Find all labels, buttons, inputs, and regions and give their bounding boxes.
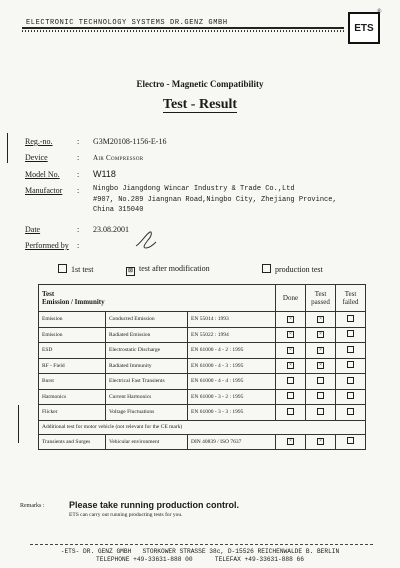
test-category: Harmonics: [39, 389, 106, 405]
manufactor-address: [93, 184, 337, 216]
table-row: [39, 374, 366, 390]
empty-box-icon: [347, 408, 354, 415]
test-category: RF - Field: [39, 358, 106, 374]
note-row: [39, 420, 366, 434]
company-name: ELECTRONIC TECHNOLOGY SYSTEMS DR.GENZ GMBH: [26, 19, 228, 27]
table-header-row: [39, 285, 366, 312]
test-standard: EN 61000 - 4 - 3 : 1995: [188, 358, 276, 374]
test-standard: DIN 40839 / ISO 7637: [188, 434, 276, 450]
mark-cell-passed: [306, 312, 336, 328]
document-title: [0, 97, 400, 113]
table-row: [39, 343, 366, 359]
mark-cell-failed: [336, 327, 366, 343]
registered-mark: ®: [377, 9, 382, 15]
header-failed-line1: Test: [344, 290, 357, 298]
header-rule: [22, 27, 344, 29]
device-colon: :: [77, 153, 80, 162]
table-row: [39, 312, 366, 328]
test-name: Conducted Emission: [106, 312, 188, 328]
mark-cell-done: [276, 405, 306, 421]
date-label: Date: [25, 225, 41, 234]
header-failed: [336, 285, 366, 312]
checked-box-icon: ×: [287, 362, 294, 369]
model-colon: :: [77, 170, 80, 179]
checkbox-after-modification[interactable]: [126, 264, 210, 276]
ets-logo: ETS: [348, 12, 380, 44]
checkbox-production-test[interactable]: [262, 264, 323, 274]
header-passed: [306, 285, 336, 312]
checkbox-first-test[interactable]: [58, 264, 93, 274]
empty-box-icon: [347, 346, 354, 353]
remarks-label: Remarks :: [20, 503, 45, 509]
mark-cell-failed: [336, 343, 366, 359]
checkbox-box-checked[interactable]: ⊠: [127, 268, 134, 274]
empty-box-icon: [287, 377, 294, 384]
empty-box-icon: [317, 377, 324, 384]
footer-address: [0, 548, 400, 564]
checked-box-icon: ×: [287, 316, 294, 323]
emission-rows: [39, 312, 366, 343]
test-name: Electrical Fast Transients: [106, 374, 188, 390]
date-value: 23.08.2001: [93, 225, 129, 234]
empty-box-icon: [347, 377, 354, 384]
header-passed-line1: Test: [314, 290, 327, 298]
checkbox-label: production test: [275, 265, 323, 274]
checkbox-label: 1st test: [71, 265, 94, 274]
test-name: Current Harmonics: [106, 389, 188, 405]
mark-cell-passed: [306, 434, 336, 450]
manufactor-line: #907, No.289 Jiangnan Road,Ningbo City, Zhejiang Province,: [93, 195, 337, 204]
manufactor-label: Manufactor: [25, 186, 63, 195]
footer-line: -ETS- DR. GENZ GMBH STORKOWER STRASSE 38c, D-15526 REICHENWALDE B. BERLIN: [60, 548, 340, 555]
checkbox-box[interactable]: [58, 264, 67, 273]
document-title-text: Test - Result: [162, 97, 238, 112]
mark-cell-passed: [306, 389, 336, 405]
performed-by-label: Performed by: [25, 241, 69, 250]
table-row: [39, 434, 366, 450]
empty-box-icon: [317, 392, 324, 399]
header-done: Done: [276, 285, 306, 312]
empty-box-icon: [347, 315, 354, 322]
header-dotted-rule: [22, 30, 344, 32]
mark-cell-passed: [306, 358, 336, 374]
device-label: Device: [25, 153, 48, 162]
mark-cell-failed: [336, 358, 366, 374]
table-row: [39, 358, 366, 374]
checked-box-icon: ×: [287, 331, 294, 338]
empty-box-icon: [347, 392, 354, 399]
reg-no-colon: :: [77, 137, 80, 146]
table-row: [39, 405, 366, 421]
test-category: Flicker: [39, 405, 106, 421]
mark-cell-done: [276, 358, 306, 374]
test-category: Emission: [39, 327, 106, 343]
test-standard: EN 61000 - 4 - 4 : 1995: [188, 374, 276, 390]
manufactor-colon: :: [77, 186, 80, 195]
model-value: W118: [93, 169, 116, 179]
mark-cell-failed: [336, 405, 366, 421]
mark-cell-done: [276, 389, 306, 405]
signature-mark: [128, 228, 168, 252]
checked-box-icon: ×: [317, 331, 324, 338]
footer-rule: [30, 544, 375, 545]
mark-cell-passed: [306, 405, 336, 421]
checked-box-icon: ×: [287, 438, 294, 445]
manufactor-line: Ningbo Jiangdong Wincar Industry & Trade Co.,Ltd: [93, 185, 295, 193]
test-standard: EN 61000 - 4 - 2 : 1995: [188, 343, 276, 359]
checked-box-icon: ×: [287, 347, 294, 354]
empty-box-icon: [347, 437, 354, 444]
header-test-line2: Emission / Immunity: [42, 298, 105, 306]
vehicle-section: [39, 420, 366, 434]
checked-box-icon: ×: [317, 362, 324, 369]
margin-mark-top: [7, 133, 8, 163]
empty-box-icon: [317, 408, 324, 415]
checkbox-box[interactable]: [262, 264, 271, 273]
test-standard: EN 55014 : 1993: [188, 312, 276, 328]
checked-box-icon: ×: [317, 347, 324, 354]
remarks-sub: ETS can carry out running producting tests for you.: [69, 512, 183, 518]
test-category: Emission: [39, 312, 106, 328]
manufactor-line: China 315040: [93, 206, 144, 214]
mark-cell-failed: [336, 434, 366, 450]
date-colon: :: [77, 225, 80, 234]
mark-cell-done: [276, 434, 306, 450]
test-name: Radiated Immunity: [106, 358, 188, 374]
empty-box-icon: [287, 408, 294, 415]
mark-cell-done: [276, 327, 306, 343]
header-passed-line2: passed: [311, 298, 330, 306]
reg-no-label: Reg.-no.: [25, 137, 53, 146]
header-test-type: [39, 285, 276, 312]
vehicle-rows: [39, 434, 366, 450]
mark-cell-failed: [336, 374, 366, 390]
test-category: Burst: [39, 374, 106, 390]
test-name: Vehicular environment: [106, 434, 188, 450]
test-category: ESD: [39, 343, 106, 359]
test-standard: EN 61000 - 3 - 2 : 1995: [188, 389, 276, 405]
header-failed-line2: failed: [342, 298, 359, 306]
mark-cell-passed: [306, 327, 336, 343]
empty-box-icon: [347, 330, 354, 337]
footer-line: TELEPHONE +49-33631-888 00 TELEFAX +49-33631-888 66: [96, 556, 304, 563]
model-label: Model No.: [25, 170, 60, 179]
mark-cell-passed: [306, 374, 336, 390]
device-value: Air Compressor: [93, 154, 144, 162]
checkbox-label: test after modification: [139, 264, 210, 273]
mark-cell-done: [276, 312, 306, 328]
table-row: [39, 327, 366, 343]
mark-cell-passed: [306, 343, 336, 359]
checked-box-icon: ×: [317, 316, 324, 323]
performed-by-colon: :: [77, 241, 80, 250]
remarks-main: Please take running production control.: [69, 500, 240, 510]
mark-cell-done: [276, 343, 306, 359]
document-subtitle: Electro - Magnetic Compatibility: [136, 79, 264, 89]
test-name: Radiated Emission: [106, 327, 188, 343]
margin-mark-bottom: [18, 405, 19, 443]
reg-no-value: G3M20108-1156-E-16: [93, 137, 167, 146]
vehicle-note: Additional test for motor vehicle (not relevant for the CE mark): [39, 420, 366, 434]
test-results-table: [38, 284, 366, 450]
checked-box-icon: ×: [317, 438, 324, 445]
immunity-rows: [39, 343, 366, 421]
test-name: Voltage Fluctuations: [106, 405, 188, 421]
mark-cell-done: [276, 374, 306, 390]
empty-box-icon: [287, 392, 294, 399]
test-standard: EN 55022 : 1994: [188, 327, 276, 343]
mark-cell-failed: [336, 389, 366, 405]
test-standard: EN 61000 - 3 - 3 : 1995: [188, 405, 276, 421]
test-name: Electrostatic Discharge: [106, 343, 188, 359]
header-test-line1: Test: [42, 290, 55, 298]
mark-cell-failed: [336, 312, 366, 328]
empty-box-icon: [347, 361, 354, 368]
table-row: [39, 389, 366, 405]
test-category: Transients and Surges: [39, 434, 106, 450]
